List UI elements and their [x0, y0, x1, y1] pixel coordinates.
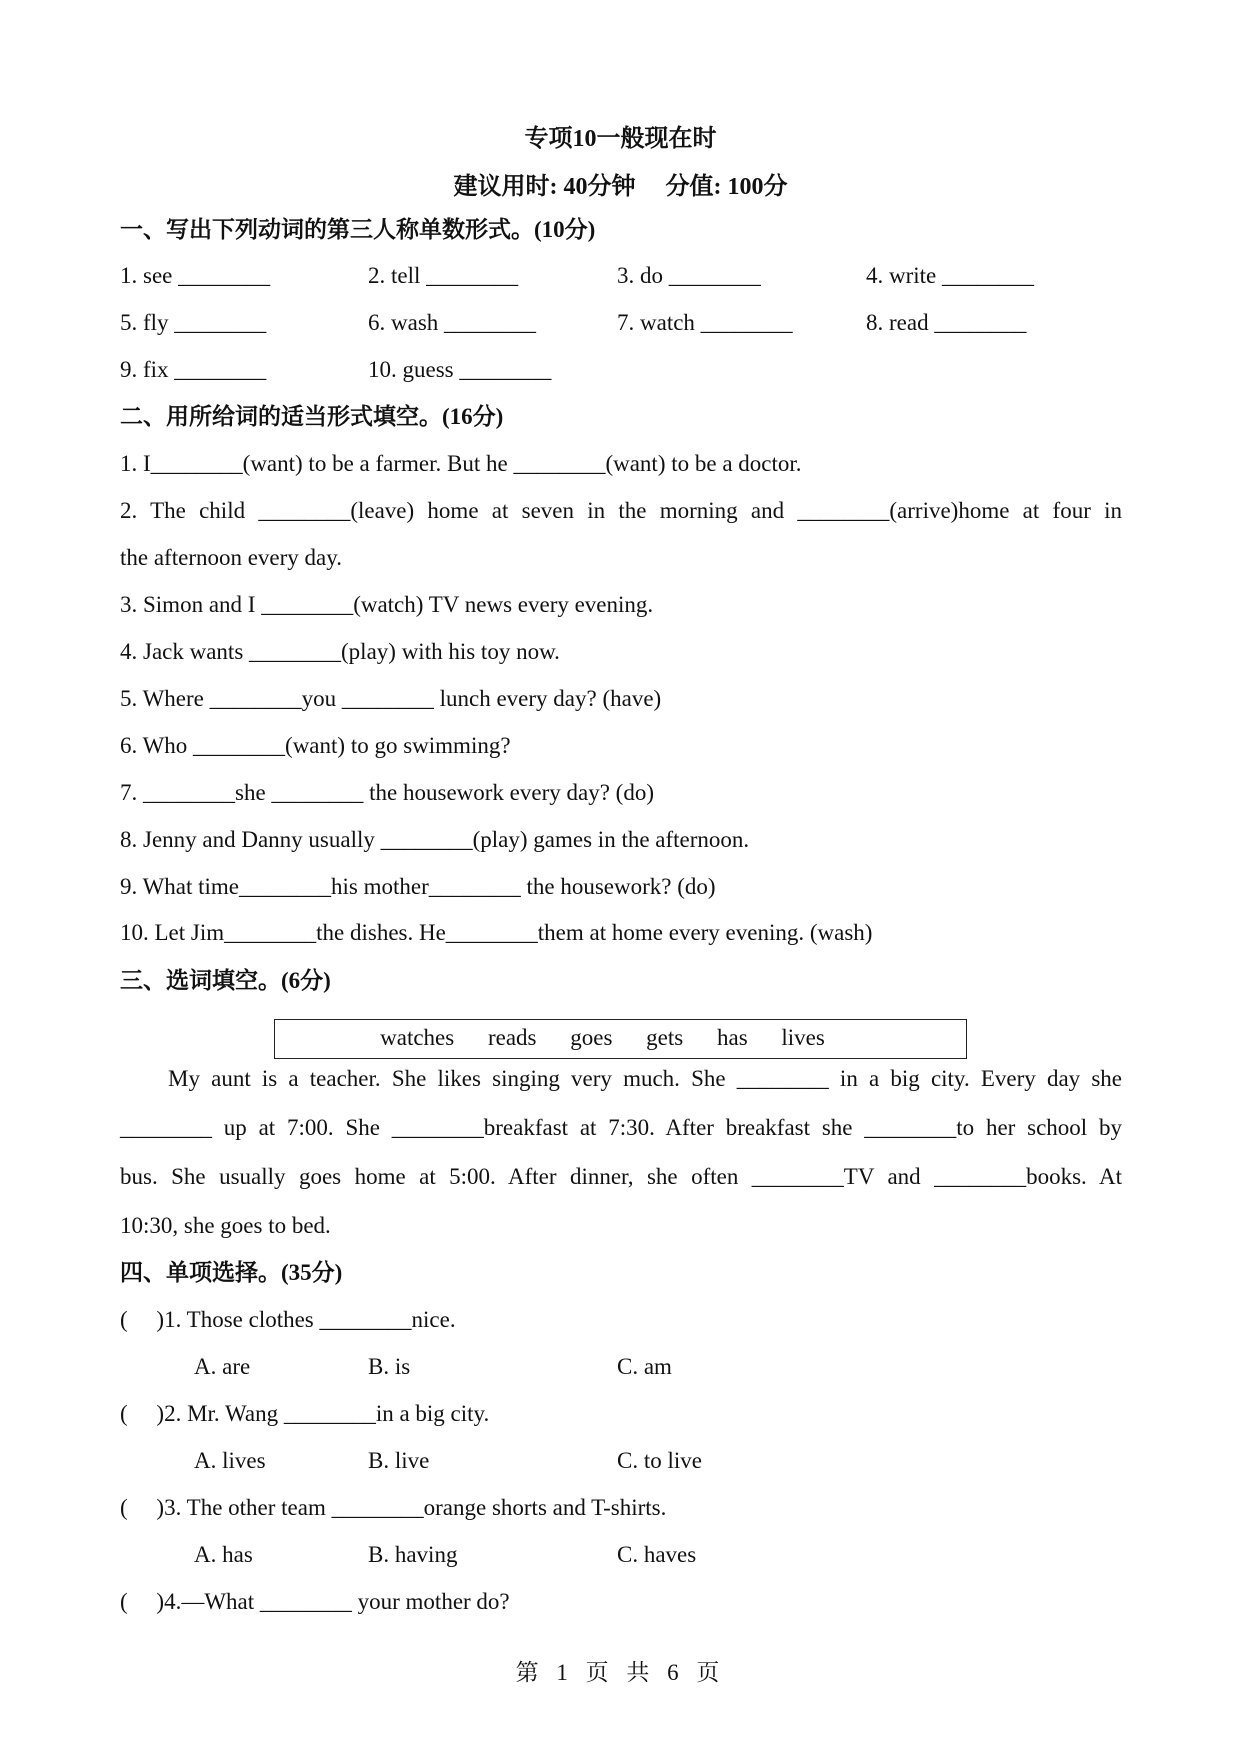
passage-line: bus. She usually goes home at 5:00. After dinner, she often ________TV and ________books. At — [120, 1164, 1122, 1189]
section2-line: 6. Who ________(want) to go swimming? — [120, 733, 511, 758]
section1-item: 6. wash ________ — [368, 310, 537, 335]
section2-line: 7. ________she ________ the housework every day? (do) — [120, 780, 654, 805]
section2-line: 1. I________(want) to be a farmer. But he ________(want) to be a doctor. — [120, 451, 802, 476]
page-subtitle: 建议用时: 40分钟 分值: 100分 — [453, 174, 788, 200]
passage-line: 10:30, she goes to bed. — [120, 1213, 331, 1238]
section2-line: 4. Jack wants ________(play) with his toy now. — [120, 639, 560, 664]
word-bank-item: reads — [487, 1025, 537, 1050]
option-a: A. has — [194, 1542, 253, 1567]
section2-line: 3. Simon and I ________(watch) TV news every evening. — [120, 592, 654, 617]
section1-item: 2. tell ________ — [368, 263, 519, 288]
word-bank-item: has — [716, 1025, 748, 1050]
section1-item: 8. read ________ — [866, 310, 1027, 335]
option-b: B. live — [368, 1448, 430, 1473]
option-c: C. to live — [617, 1448, 702, 1473]
section1-item: 5. fly ________ — [120, 310, 267, 335]
word-bank-item: watches — [380, 1025, 455, 1050]
section1-item: 4. write ________ — [866, 263, 1035, 288]
option-c: C. am — [617, 1354, 672, 1379]
question-stem: ( )2. Mr. Wang ________in a big city. — [120, 1401, 490, 1426]
option-b: B. having — [368, 1542, 458, 1567]
option-a: A. lives — [194, 1448, 266, 1473]
page-footer: 第 1 页 共 6 页 — [515, 1660, 726, 1685]
section2-heading: 二、用所给词的适当形式填空。(16分) — [120, 404, 504, 429]
passage-line: My aunt is a teacher. She likes singing very much. She ________ in a big city. Every day she — [168, 1066, 1122, 1091]
section3-heading: 三、选词填空。(6分) — [120, 968, 331, 993]
word-bank-box — [274, 1019, 967, 1059]
section2-line: 5. Where ________you ________ lunch every day? (have) — [120, 686, 662, 711]
option-b: B. is — [368, 1354, 411, 1379]
section1-item: 3. do ________ — [617, 263, 761, 288]
question-stem: ( )3. The other team ________orange shorts and T-shirts. — [120, 1495, 667, 1520]
word-bank-item: goes — [570, 1025, 613, 1050]
section2-line: 8. Jenny and Danny usually ________(play) games in the afternoon. — [120, 827, 750, 852]
word-bank-item: gets — [646, 1025, 684, 1050]
section2-line: the afternoon every day. — [120, 545, 343, 570]
section1-item: 1. see ________ — [120, 263, 271, 288]
option-c: C. haves — [617, 1542, 697, 1567]
section1-item: 7. watch ________ — [617, 310, 793, 335]
section2-line: 10. Let Jim________the dishes. He________them at home every evening. (wash) — [120, 920, 873, 945]
section1-item: 10. guess ________ — [368, 357, 552, 382]
passage-line: ________ up at 7:00. She ________breakfast at 7:30. After breakfast she ________to her school by — [120, 1115, 1122, 1140]
question-stem: ( )4.—What ________ your mother do? — [120, 1589, 510, 1614]
section1-item: 9. fix ________ — [120, 357, 267, 382]
question-stem: ( )1. Those clothes ________nice. — [120, 1307, 456, 1332]
section4-heading: 四、单项选择。(35分) — [120, 1260, 343, 1285]
section2-line: 2. The child ________(leave) home at seven in the morning and ________(arrive)home at four in — [120, 498, 1122, 523]
section2-line: 9. What time________his mother________ the housework? (do) — [120, 874, 716, 899]
page-title: 专项10一般现在时 — [524, 126, 717, 152]
section1-heading: 一、写出下列动词的第三人称单数形式。(10分) — [120, 217, 596, 242]
word-bank-item: lives — [781, 1025, 825, 1050]
option-a: A. are — [194, 1354, 251, 1379]
